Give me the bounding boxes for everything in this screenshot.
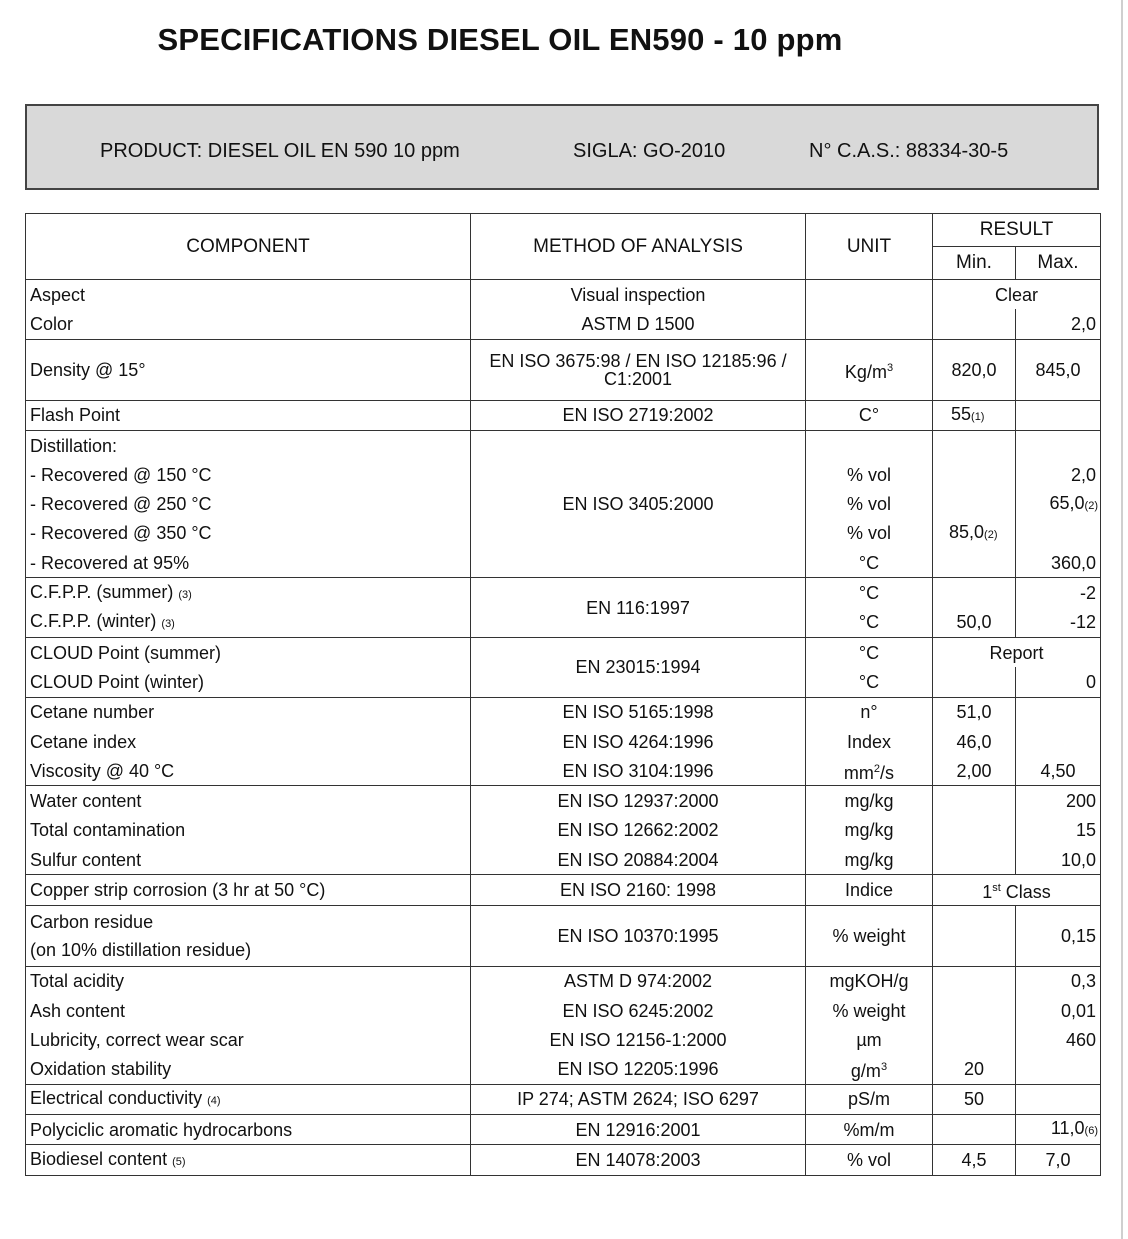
max-cell: 0,01 [1016, 996, 1101, 1025]
max-cell: 360,0 [1016, 548, 1101, 578]
max-cell [1016, 727, 1101, 756]
component-cell: Sulfur content [26, 845, 471, 875]
footnote-ref: (5) [172, 1155, 186, 1168]
method-cell: EN ISO 3405:2000 [471, 430, 806, 577]
product-cas: N° C.A.S.: 88334-30-5 [809, 140, 1009, 162]
component-cell: Color [26, 309, 471, 339]
table-header-row [26, 214, 1101, 247]
min-cell: 820,0 [933, 339, 1016, 400]
max-cell [1016, 489, 1101, 518]
component-text: Electrical conductivity [30, 1087, 203, 1108]
unit-text: g/m [850, 1061, 881, 1082]
result-value: 1 [982, 881, 993, 902]
unit-cell [806, 1055, 933, 1085]
table-row [26, 875, 1101, 905]
min-value: 55 [951, 403, 972, 424]
max-value: 11,0 [1050, 1118, 1085, 1139]
min-cell [933, 1025, 1016, 1054]
component-cell: Ash content [26, 996, 471, 1025]
min-cell [933, 548, 1016, 578]
unit-cell: Index [806, 727, 933, 756]
component-cell: CLOUD Point (summer) [26, 637, 471, 667]
min-cell [933, 786, 1016, 816]
min-cell [933, 460, 1016, 489]
unit-text: mm [843, 762, 874, 783]
component-cell: Viscosity @ 40 °C [26, 756, 471, 786]
max-cell: 0 [1016, 667, 1101, 697]
component-text-2: (on 10% distillation residue) [30, 939, 252, 960]
table-row [26, 905, 1101, 966]
table-row [26, 1025, 1101, 1054]
unit-tail: /s [880, 762, 895, 783]
method-cell: EN ISO 2719:2002 [471, 400, 806, 430]
max-cell: -12 [1016, 608, 1101, 638]
page-edge-line [1121, 0, 1123, 1239]
method-cell: EN ISO 6245:2002 [471, 996, 806, 1025]
component-cell: Total acidity [26, 966, 471, 996]
unit-cell: % vol [806, 1145, 933, 1175]
table-row [26, 966, 1101, 996]
footnote-ref: (2) [984, 528, 998, 541]
min-cell: 20 [933, 1055, 1016, 1085]
header-unit: UNIT [806, 214, 933, 280]
unit-cell: °C [806, 637, 933, 667]
table-row [26, 996, 1101, 1025]
component-cell: - Recovered @ 250 °C [26, 489, 471, 518]
unit-cell: mgKOH/g [806, 966, 933, 996]
component-cell: Polyciclic aromatic hydrocarbons [26, 1115, 471, 1145]
component-cell [26, 905, 471, 966]
unit-cell: µm [806, 1025, 933, 1054]
header-method: METHOD OF ANALYSIS [471, 214, 806, 280]
unit-cell [806, 756, 933, 786]
table-row [26, 756, 1101, 786]
component-text: Biodiesel content [30, 1148, 168, 1169]
table-row [26, 845, 1101, 875]
max-cell: 2,0 [1016, 460, 1101, 489]
component-cell [26, 608, 471, 638]
table-row [26, 816, 1101, 845]
table-row [26, 400, 1101, 430]
component-cell: Distillation: [26, 430, 471, 460]
component-cell: Cetane number [26, 697, 471, 727]
max-cell: 2,0 [1016, 309, 1101, 339]
unit-cell: % vol [806, 519, 933, 548]
component-cell: Total contamination [26, 816, 471, 845]
product-name: PRODUCT: DIESEL OIL EN 590 10 ppm [100, 140, 460, 162]
table-row [26, 1115, 1101, 1145]
unit-cell [806, 309, 933, 339]
header-max: Max. [1016, 247, 1101, 280]
table-row [26, 727, 1101, 756]
max-cell [1016, 519, 1101, 548]
footnote-ref: (2) [1084, 499, 1098, 512]
max-cell: 460 [1016, 1025, 1101, 1054]
header-min: Min. [933, 247, 1016, 280]
unit-cell: °C [806, 667, 933, 697]
header-component: COMPONENT [26, 214, 471, 280]
component-text: Carbon residue [30, 911, 154, 932]
footnote-ref: (3) [178, 588, 192, 601]
method-cell: EN ISO 12205:1996 [471, 1055, 806, 1085]
method-cell: EN 23015:1994 [471, 637, 806, 697]
component-cell: Oxidation stability [26, 1055, 471, 1085]
unit-cell: % vol [806, 489, 933, 518]
result-superscript: st [992, 881, 1001, 894]
method-cell: ASTM D 1500 [471, 309, 806, 339]
result-cell [933, 875, 1101, 905]
component-cell: Lubricity, correct wear scar [26, 1025, 471, 1054]
method-cell: EN 12916:2001 [471, 1115, 806, 1145]
component-cell: Aspect [26, 280, 471, 310]
product-sigla: SIGLA: GO-2010 [573, 140, 726, 162]
max-cell: 845,0 [1016, 339, 1101, 400]
min-cell [933, 816, 1016, 845]
min-cell [933, 489, 1016, 518]
component-cell: - Recovered at 95% [26, 548, 471, 578]
table-row [26, 1084, 1101, 1114]
max-cell: 7,0 [1016, 1145, 1101, 1175]
table-row [26, 430, 1101, 460]
max-cell: 10,0 [1016, 845, 1101, 875]
min-cell [933, 667, 1016, 697]
max-cell: -2 [1016, 578, 1101, 608]
max-cell [1016, 1115, 1101, 1145]
min-cell [933, 905, 1016, 966]
max-cell [1016, 1055, 1101, 1085]
min-cell: 50 [933, 1084, 1016, 1114]
component-cell [26, 1145, 471, 1175]
method-cell: EN ISO 3675:98 / EN ISO 12185:96 / C1:2001 [471, 339, 806, 400]
min-cell [933, 519, 1016, 548]
unit-cell: pS/m [806, 1084, 933, 1114]
component-text: C.F.P.P. (winter) [30, 610, 157, 631]
result-cell: Clear [933, 280, 1101, 310]
unit-cell: Indice [806, 875, 933, 905]
component-cell [26, 578, 471, 608]
component-cell: - Recovered @ 350 °C [26, 519, 471, 548]
max-cell: 0,3 [1016, 966, 1101, 996]
table-row [26, 697, 1101, 727]
component-cell: Flash Point [26, 400, 471, 430]
page-title: SPECIFICATIONS DIESEL OIL EN590 - 10 ppm [157, 22, 843, 57]
min-cell: 46,0 [933, 727, 1016, 756]
result-tail: Class [1000, 881, 1051, 902]
component-cell: Copper strip corrosion (3 hr at 50 °C) [26, 875, 471, 905]
unit-cell: °C [806, 578, 933, 608]
max-cell [1016, 697, 1101, 727]
min-cell: 2,00 [933, 756, 1016, 786]
table-row [26, 1145, 1101, 1175]
method-cell: EN ISO 12937:2000 [471, 786, 806, 816]
max-value: 65,0 [1049, 492, 1085, 513]
min-cell [933, 966, 1016, 996]
footnote-ref: (1) [971, 410, 985, 423]
unit-cell [806, 430, 933, 460]
result-cell: Report [933, 637, 1101, 667]
max-cell [1016, 400, 1101, 430]
min-cell [933, 309, 1016, 339]
unit-cell: °C [806, 548, 933, 578]
method-cell: EN ISO 12662:2002 [471, 816, 806, 845]
unit-cell: %m/m [806, 1115, 933, 1145]
unit-superscript: 3 [886, 361, 894, 374]
table-row [26, 280, 1101, 310]
component-cell [26, 1084, 471, 1114]
unit-cell: °C [806, 608, 933, 638]
table-row [26, 339, 1101, 400]
component-cell: CLOUD Point (winter) [26, 667, 471, 697]
method-cell: EN ISO 4264:1996 [471, 727, 806, 756]
unit-cell: mg/kg [806, 786, 933, 816]
min-cell [933, 400, 1016, 430]
unit-cell: % weight [806, 905, 933, 966]
component-cell: Density @ 15° [26, 339, 471, 400]
method-cell: EN ISO 10370:1995 [471, 905, 806, 966]
unit-cell: % vol [806, 460, 933, 489]
max-cell: 200 [1016, 786, 1101, 816]
component-cell: Water content [26, 786, 471, 816]
max-cell [1016, 430, 1101, 460]
unit-cell: mg/kg [806, 816, 933, 845]
method-cell: EN ISO 12156-1:2000 [471, 1025, 806, 1054]
max-cell: 15 [1016, 816, 1101, 845]
max-cell: 0,15 [1016, 905, 1101, 966]
table-row [26, 637, 1101, 667]
max-cell [1016, 1084, 1101, 1114]
min-cell [933, 430, 1016, 460]
min-value: 85,0 [949, 521, 985, 542]
table-row [26, 786, 1101, 816]
method-cell: EN ISO 5165:1998 [471, 697, 806, 727]
component-cell: Cetane index [26, 727, 471, 756]
unit-cell: mg/kg [806, 845, 933, 875]
unit-cell [806, 280, 933, 310]
method-cell: IP 274; ASTM 2624; ISO 6297 [471, 1084, 806, 1114]
method-cell: EN 116:1997 [471, 578, 806, 638]
unit-cell [806, 339, 933, 400]
unit-cell: n° [806, 697, 933, 727]
product-info-box [25, 104, 1099, 190]
min-cell [933, 1115, 1016, 1145]
table-row [26, 578, 1101, 608]
method-cell: Visual inspection [471, 280, 806, 310]
footnote-ref: (6) [1084, 1125, 1098, 1138]
min-cell: 4,5 [933, 1145, 1016, 1175]
min-cell: 51,0 [933, 697, 1016, 727]
footnote-ref: (4) [207, 1094, 221, 1107]
method-cell: EN ISO 2160: 1998 [471, 875, 806, 905]
header-result: RESULT [933, 214, 1101, 247]
min-cell [933, 845, 1016, 875]
method-cell: EN 14078:2003 [471, 1145, 806, 1175]
method-cell: ASTM D 974:2002 [471, 966, 806, 996]
min-cell: 50,0 [933, 608, 1016, 638]
min-cell [933, 578, 1016, 608]
unit-superscript: 3 [880, 1061, 888, 1074]
footnote-ref: (3) [161, 617, 175, 630]
component-cell: - Recovered @ 150 °C [26, 460, 471, 489]
unit-cell: C° [806, 400, 933, 430]
min-cell [933, 996, 1016, 1025]
max-cell: 4,50 [1016, 756, 1101, 786]
component-text: C.F.P.P. (summer) [30, 581, 174, 602]
method-cell: EN ISO 3104:1996 [471, 756, 806, 786]
unit-cell: % weight [806, 996, 933, 1025]
method-cell: EN ISO 20884:2004 [471, 845, 806, 875]
table-row [26, 1055, 1101, 1085]
table-row [26, 309, 1101, 339]
unit-text: Kg/m [844, 361, 887, 382]
unit-superscript: 2 [873, 762, 881, 775]
specifications-table [25, 213, 1101, 1176]
